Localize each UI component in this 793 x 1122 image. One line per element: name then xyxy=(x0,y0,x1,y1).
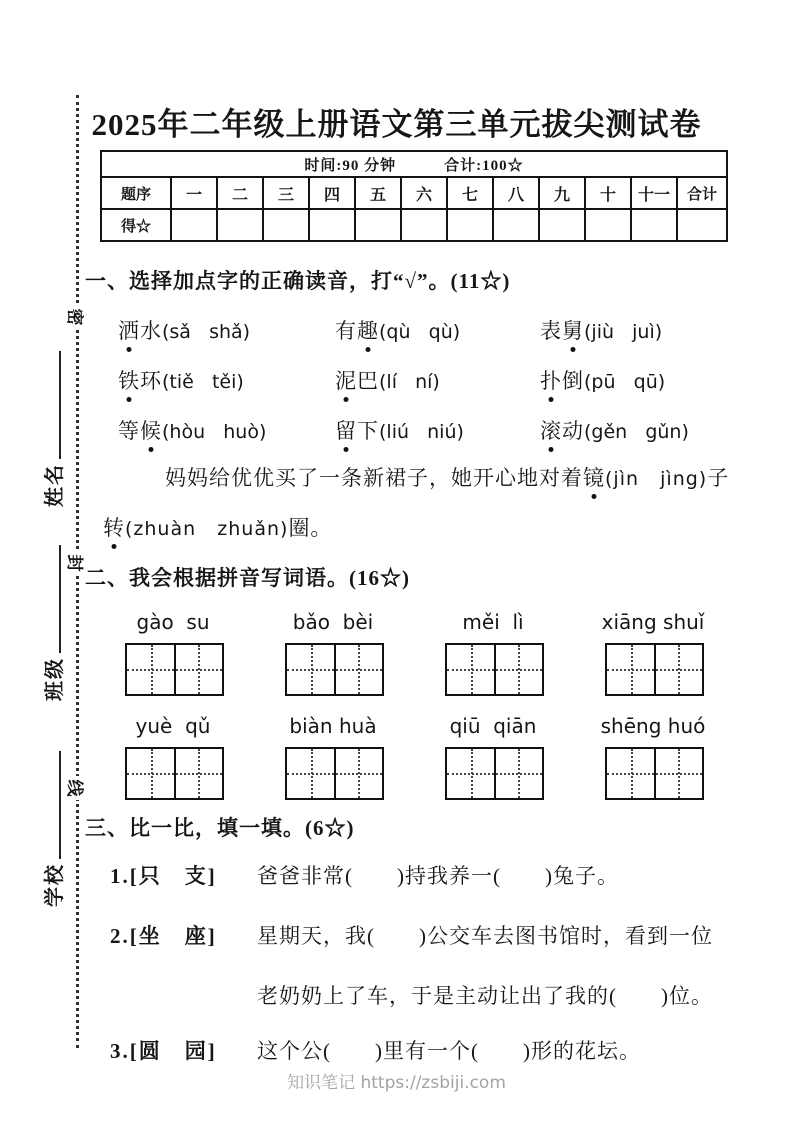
score-cell[interactable] xyxy=(539,209,585,241)
fill-blank-sentence-1: 爸爸非常( )持我养一( )兔子。 xyxy=(257,864,619,888)
column-header-total: 合计 xyxy=(677,177,727,209)
sentence-text: 圈。 xyxy=(288,516,333,540)
pinyin-options: (zhuàn zhuǎn) xyxy=(125,518,289,540)
score-cell-total[interactable] xyxy=(677,209,727,241)
score-cell[interactable] xyxy=(171,209,217,241)
pinyin-options: (liú niú) xyxy=(379,421,464,443)
writing-grid-7[interactable] xyxy=(445,747,544,800)
dotted-char: 转 xyxy=(103,512,125,542)
column-header-1: 一 xyxy=(171,177,217,209)
pinyin-options: (gěn gǔn) xyxy=(584,421,689,443)
score-table xyxy=(100,150,728,242)
fill-blank-sentence-2a: 星期天，我( )公交车去图书馆时，看到一位 xyxy=(257,924,713,948)
seal-char-mi: 密 xyxy=(64,305,90,329)
writing-grid-3[interactable] xyxy=(445,643,544,696)
name-field xyxy=(38,337,64,507)
pinyin-options: (lí ní) xyxy=(379,371,440,393)
sentence-line-2 xyxy=(103,512,332,542)
footer-watermark: 知识笔记 https://zsbiji.com xyxy=(287,1073,506,1093)
pinyin-options: (jiù juì) xyxy=(584,321,663,343)
dotted-char: 趣 xyxy=(357,315,379,345)
choices-2: 2.[坐 座] xyxy=(110,924,217,948)
dotted-char: 洒 xyxy=(118,315,140,345)
score-cell[interactable] xyxy=(263,209,309,241)
score-cell[interactable] xyxy=(355,209,401,241)
word-item-4 xyxy=(118,365,244,395)
pinyin-word-2: bǎo bèi xyxy=(292,610,374,634)
word-text: 留下 xyxy=(335,419,379,443)
pinyin-word-5: yuè qǔ xyxy=(135,714,211,738)
score-cell[interactable] xyxy=(585,209,631,241)
dotted-char: 泥 xyxy=(335,365,357,395)
section2-heading: 二、我会根据拼音写词语。(16☆) xyxy=(85,566,410,590)
pinyin-word-8: shēng huó xyxy=(600,714,706,738)
page-title: 2025年二年级上册语文第三单元拔尖测试卷 xyxy=(91,107,702,142)
writing-grid-1[interactable] xyxy=(125,643,224,696)
row-header-score: 得☆ xyxy=(101,209,171,241)
pinyin-options: (qù qù) xyxy=(379,321,461,343)
score-cell[interactable] xyxy=(631,209,677,241)
seal-char-feng: 封 xyxy=(64,551,90,575)
choices-1: 1.[只 支] xyxy=(110,864,217,888)
word-item-9 xyxy=(540,415,689,445)
section1-heading: 一、选择加点字的正确读音，打“√”。(11☆) xyxy=(85,269,511,293)
column-header-9: 九 xyxy=(539,177,585,209)
name-field-blank[interactable] xyxy=(39,351,61,459)
pinyin-options: (tiě těi) xyxy=(162,371,244,393)
score-cell[interactable] xyxy=(493,209,539,241)
dotted-char: 镜 xyxy=(583,462,605,492)
fill-blank-sentence-3: 这个公( )里有一个( )形的花坛。 xyxy=(257,1039,641,1063)
word-text: 扑倒 xyxy=(540,369,584,393)
dotted-char: 舅 xyxy=(562,315,584,345)
school-field-label: 学校 xyxy=(44,863,66,907)
column-header-8: 八 xyxy=(493,177,539,209)
sentence-text: 子 xyxy=(707,466,730,490)
word-text: 铁环 xyxy=(118,369,162,393)
column-header-4: 四 xyxy=(309,177,355,209)
word-text: 滚动 xyxy=(540,419,584,443)
word-item-5 xyxy=(335,365,440,395)
writing-grid-5[interactable] xyxy=(125,747,224,800)
column-header-7: 七 xyxy=(447,177,493,209)
fill-blank-sentence-2b: 老奶奶上了车，于是主动让出了我的( )位。 xyxy=(257,984,713,1008)
column-header-10: 十 xyxy=(585,177,631,209)
word-text: 表舅 xyxy=(540,319,584,343)
writing-grid-6[interactable] xyxy=(285,747,384,800)
word-item-3 xyxy=(540,315,662,345)
class-field xyxy=(38,531,64,701)
writing-grid-8[interactable] xyxy=(605,747,704,800)
word-item-1 xyxy=(118,315,250,345)
pinyin-word-6: biàn huà xyxy=(289,714,377,738)
pinyin-options: (jìn jìng) xyxy=(605,468,708,490)
dotted-char: 扑 xyxy=(540,365,562,395)
word-text: 有趣 xyxy=(335,319,379,343)
seal-char-xian: 线 xyxy=(64,776,90,800)
column-header-11: 十一 xyxy=(631,177,677,209)
pinyin-options: (hòu huò) xyxy=(162,421,267,443)
name-field-label: 姓名 xyxy=(44,463,66,507)
pinyin-word-4: xiāng shuǐ xyxy=(601,610,705,634)
column-header-2: 二 xyxy=(217,177,263,209)
class-field-label: 班级 xyxy=(44,657,66,701)
sentence-text: 妈妈给优优买了一条新裙子，她开心地对着 xyxy=(165,466,583,490)
pinyin-word-7: qiū qiān xyxy=(449,714,537,738)
word-text: 等候 xyxy=(118,419,162,443)
pinyin-options: (pū qū) xyxy=(584,371,666,393)
writing-grid-2[interactable] xyxy=(285,643,384,696)
pinyin-word-1: gào su xyxy=(136,610,210,634)
score-cell[interactable] xyxy=(309,209,355,241)
word-text: 泥巴 xyxy=(335,369,379,393)
section3-heading: 三、比一比，填一填。(6☆) xyxy=(85,816,355,840)
choices-3: 3.[圆 园] xyxy=(110,1039,217,1063)
column-header-tixu: 题序 xyxy=(101,177,171,209)
word-text: 洒水 xyxy=(118,319,162,343)
column-header-3: 三 xyxy=(263,177,309,209)
pinyin-options: (sǎ shǎ) xyxy=(162,321,251,343)
column-header-5: 五 xyxy=(355,177,401,209)
column-header-6: 六 xyxy=(401,177,447,209)
dotted-char: 候 xyxy=(140,415,162,445)
word-item-7 xyxy=(118,415,266,445)
sentence-line-1 xyxy=(165,462,729,492)
school-field xyxy=(38,737,64,907)
dotted-char: 滚 xyxy=(540,415,562,445)
word-item-6 xyxy=(540,365,665,395)
table-time-total-info: 时间:90 分钟 合计:100☆ xyxy=(101,151,727,177)
writing-grid-4[interactable] xyxy=(605,643,704,696)
dotted-char: 留 xyxy=(335,415,357,445)
pinyin-word-3: měi lì xyxy=(462,610,524,634)
word-item-8 xyxy=(335,415,464,445)
score-cell[interactable] xyxy=(447,209,493,241)
score-cell[interactable] xyxy=(401,209,447,241)
class-field-blank[interactable] xyxy=(39,545,61,653)
dotted-char: 铁 xyxy=(118,365,140,395)
score-cell[interactable] xyxy=(217,209,263,241)
school-field-blank[interactable] xyxy=(39,751,61,859)
word-item-2 xyxy=(335,315,460,345)
